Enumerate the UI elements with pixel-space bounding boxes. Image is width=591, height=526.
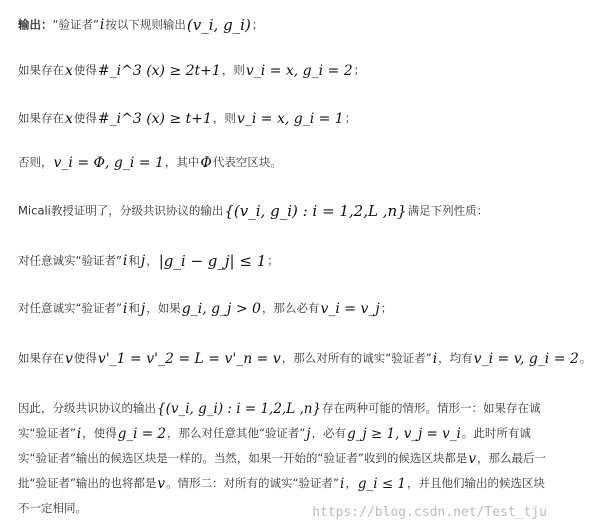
output-rule-line: 输出：“验证者”i按以下规则输出(v_i, g_i)； [18,16,264,34]
property-1-line: 对任意诚实“验证者”i和j，|g_i − g_j| ≤ 1； [18,252,279,270]
conclusion-paragraph: 因此，分级共识协议的输出{(v_i, g_i) : i = 1,2,L ,n}存在两种可能的情形。情形一：如果存在诚实“验证者”i，使得g_i = 2，那么对任意其他“验证者”j，必有g_j ≥ 1, v_j = v_i。此时所有诚实“验证者”输出的候选区块是一样的。当然，如果一开始的“验证者”收到的候选区块都是v，那么最后一批“验证者”输出的也将都是v。情形二：对所有的诚实“验证者”i，g_i ≤ 1，并且他们输出的候选区块不一定相同。 [18,400,546,515]
rule-1-line: 如果存在x使得#_i^3 (x) ≥ 2t+1，则v_i = x, g_i = 2； [18,62,366,79]
property-3-line: 如果存在v使得v'_1 = v'_2 = L = v'_n = v，那么对所有的诚实“验证者”i，均有v_i = v, g_i = 2。 [18,350,591,367]
micali-proof-line: Micali教授证明了，分级共识协议的输出{(v_i, g_i) : i = 1,2,L ,n}满足下列性质： [18,202,489,220]
output-label: 输出： [18,17,53,32]
rule-otherwise-line: 否则，v_i = Φ, g_i = 1，其中Φ代表空区块。 [18,154,282,171]
rule-2-line: 如果存在x使得#_i^3 (x) ≥ t+1，则v_i = x, g_i = 1； [18,110,357,127]
property-2-line: 对任意诚实“验证者”i和j，如果g_i, g_j > 0，那么必有v_i = v_j； [18,300,393,317]
watermark: https://blog.csdn.net/Test_tju [312,505,547,520]
